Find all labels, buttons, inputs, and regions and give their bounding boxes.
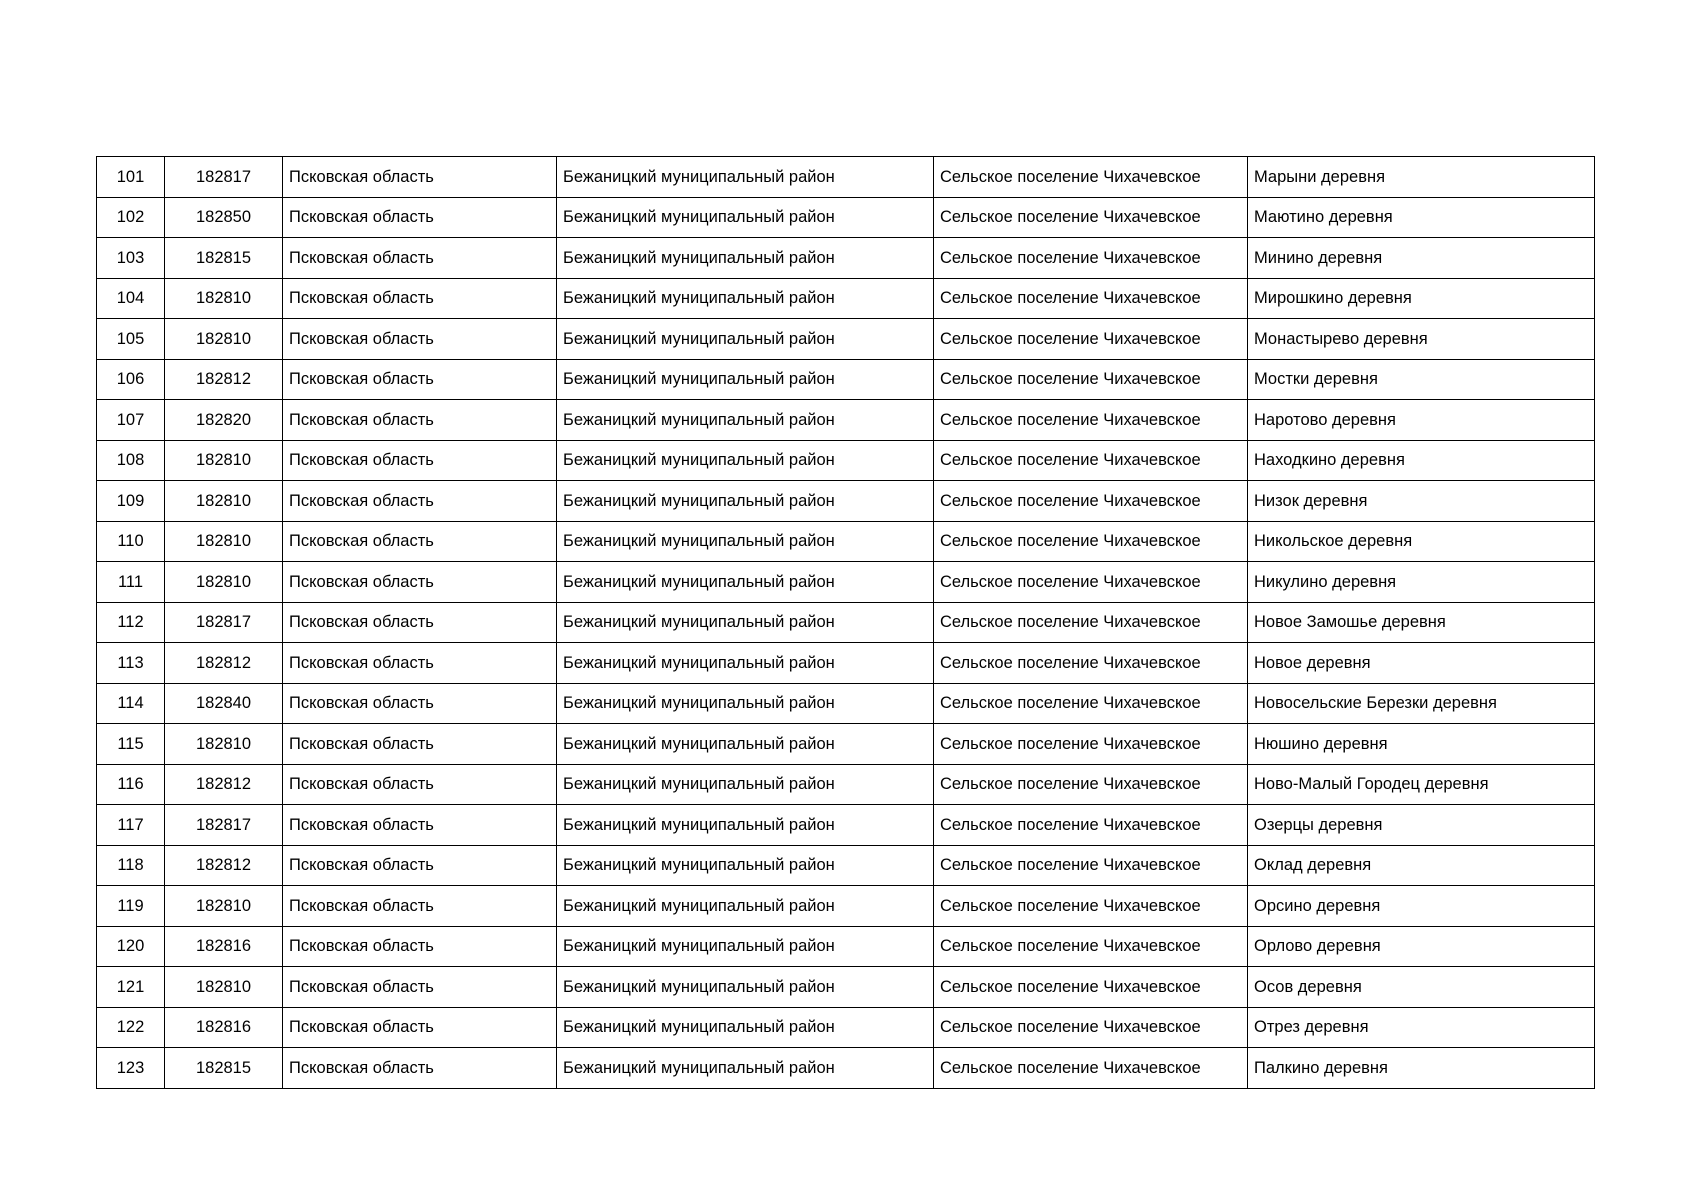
district-cell: Бежаницкий муниципальный район	[557, 602, 934, 643]
region-cell: Псковская область	[283, 845, 557, 886]
table-row	[97, 724, 1595, 765]
region-cell: Псковская область	[283, 967, 557, 1008]
locality-cell: Ново-Малый Городец деревня	[1248, 764, 1595, 805]
settlement-cell: Сельское поселение Чихачевское	[934, 967, 1248, 1008]
district-cell: Бежаницкий муниципальный район	[557, 521, 934, 562]
locality-cell: Монастырево деревня	[1248, 319, 1595, 360]
table-row	[97, 805, 1595, 846]
postal-index-cell: 182812	[165, 845, 283, 886]
settlement-cell: Сельское поселение Чихачевское	[934, 440, 1248, 481]
region-cell: Псковская область	[283, 926, 557, 967]
region-cell: Псковская область	[283, 562, 557, 603]
postal-index-cell: 182817	[165, 157, 283, 198]
table-row	[97, 845, 1595, 886]
locality-cell: Озерцы деревня	[1248, 805, 1595, 846]
locality-cell: Новое Замошье деревня	[1248, 602, 1595, 643]
settlement-cell: Сельское поселение Чихачевское	[934, 481, 1248, 522]
district-cell: Бежаницкий муниципальный район	[557, 359, 934, 400]
district-cell: Бежаницкий муниципальный район	[557, 562, 934, 603]
postal-index-cell: 182812	[165, 764, 283, 805]
postal-index-cell: 182810	[165, 562, 283, 603]
row-number-cell: 119	[97, 886, 165, 927]
row-number-cell: 109	[97, 481, 165, 522]
locality-cell: Минино деревня	[1248, 238, 1595, 279]
table-row	[97, 967, 1595, 1008]
row-number-cell: 104	[97, 278, 165, 319]
postal-index-cell: 182817	[165, 805, 283, 846]
region-cell: Псковская область	[283, 359, 557, 400]
table-row	[97, 278, 1595, 319]
row-number-cell: 114	[97, 683, 165, 724]
postal-index-cell: 182812	[165, 643, 283, 684]
settlement-cell: Сельское поселение Чихачевское	[934, 845, 1248, 886]
locality-cell: Оклад деревня	[1248, 845, 1595, 886]
settlement-cell: Сельское поселение Чихачевское	[934, 724, 1248, 765]
region-cell: Псковская область	[283, 602, 557, 643]
region-cell: Псковская область	[283, 683, 557, 724]
district-cell: Бежаницкий муниципальный район	[557, 643, 934, 684]
region-cell: Псковская область	[283, 521, 557, 562]
region-cell: Псковская область	[283, 1007, 557, 1048]
region-cell: Псковская область	[283, 643, 557, 684]
region-cell: Псковская область	[283, 764, 557, 805]
row-number-cell: 117	[97, 805, 165, 846]
district-cell: Бежаницкий муниципальный район	[557, 1007, 934, 1048]
table-row	[97, 602, 1595, 643]
postal-index-cell: 182815	[165, 1048, 283, 1089]
settlement-cell: Сельское поселение Чихачевское	[934, 926, 1248, 967]
locality-cell: Палкино деревня	[1248, 1048, 1595, 1089]
postal-index-cell: 182810	[165, 521, 283, 562]
locality-cell: Никулино деревня	[1248, 562, 1595, 603]
settlement-cell: Сельское поселение Чихачевское	[934, 521, 1248, 562]
postal-index-cell: 182810	[165, 440, 283, 481]
locality-cell: Новосельские Березки деревня	[1248, 683, 1595, 724]
row-number-cell: 102	[97, 197, 165, 238]
district-cell: Бежаницкий муниципальный район	[557, 319, 934, 360]
district-cell: Бежаницкий муниципальный район	[557, 926, 934, 967]
locality-cell: Орсино деревня	[1248, 886, 1595, 927]
locality-cell: Осов деревня	[1248, 967, 1595, 1008]
locality-cell: Низок деревня	[1248, 481, 1595, 522]
region-cell: Псковская область	[283, 319, 557, 360]
district-cell: Бежаницкий муниципальный район	[557, 481, 934, 522]
address-table	[96, 156, 1595, 1089]
locality-cell: Новое деревня	[1248, 643, 1595, 684]
table-body	[97, 157, 1595, 1089]
row-number-cell: 121	[97, 967, 165, 1008]
locality-cell: Маютино деревня	[1248, 197, 1595, 238]
district-cell: Бежаницкий муниципальный район	[557, 764, 934, 805]
district-cell: Бежаницкий муниципальный район	[557, 886, 934, 927]
locality-cell: Наротово деревня	[1248, 400, 1595, 441]
postal-index-cell: 182816	[165, 926, 283, 967]
settlement-cell: Сельское поселение Чихачевское	[934, 197, 1248, 238]
postal-index-cell: 182810	[165, 481, 283, 522]
row-number-cell: 101	[97, 157, 165, 198]
locality-cell: Орлово деревня	[1248, 926, 1595, 967]
row-number-cell: 123	[97, 1048, 165, 1089]
row-number-cell: 108	[97, 440, 165, 481]
region-cell: Псковская область	[283, 481, 557, 522]
postal-index-cell: 182810	[165, 886, 283, 927]
postal-index-cell: 182815	[165, 238, 283, 279]
district-cell: Бежаницкий муниципальный район	[557, 683, 934, 724]
settlement-cell: Сельское поселение Чихачевское	[934, 1048, 1248, 1089]
locality-cell: Нюшино деревня	[1248, 724, 1595, 765]
locality-cell: Отрез деревня	[1248, 1007, 1595, 1048]
postal-index-cell: 182820	[165, 400, 283, 441]
settlement-cell: Сельское поселение Чихачевское	[934, 683, 1248, 724]
settlement-cell: Сельское поселение Чихачевское	[934, 805, 1248, 846]
table-row	[97, 481, 1595, 522]
table-row	[97, 926, 1595, 967]
settlement-cell: Сельское поселение Чихачевское	[934, 886, 1248, 927]
postal-index-cell: 182810	[165, 319, 283, 360]
row-number-cell: 110	[97, 521, 165, 562]
table-row	[97, 197, 1595, 238]
locality-cell: Мирошкино деревня	[1248, 278, 1595, 319]
district-cell: Бежаницкий муниципальный район	[557, 440, 934, 481]
row-number-cell: 122	[97, 1007, 165, 1048]
row-number-cell: 105	[97, 319, 165, 360]
district-cell: Бежаницкий муниципальный район	[557, 400, 934, 441]
postal-index-cell: 182810	[165, 967, 283, 1008]
postal-index-cell: 182817	[165, 602, 283, 643]
row-number-cell: 112	[97, 602, 165, 643]
table-row	[97, 562, 1595, 603]
locality-cell: Марыни деревня	[1248, 157, 1595, 198]
district-cell: Бежаницкий муниципальный район	[557, 1048, 934, 1089]
region-cell: Псковская область	[283, 886, 557, 927]
district-cell: Бежаницкий муниципальный район	[557, 278, 934, 319]
table-row	[97, 440, 1595, 481]
postal-index-cell: 182810	[165, 278, 283, 319]
table-row	[97, 683, 1595, 724]
settlement-cell: Сельское поселение Чихачевское	[934, 238, 1248, 279]
table-row	[97, 643, 1595, 684]
settlement-cell: Сельское поселение Чихачевское	[934, 562, 1248, 603]
row-number-cell: 116	[97, 764, 165, 805]
table-row	[97, 886, 1595, 927]
district-cell: Бежаницкий муниципальный район	[557, 805, 934, 846]
postal-index-cell: 182816	[165, 1007, 283, 1048]
region-cell: Псковская область	[283, 278, 557, 319]
district-cell: Бежаницкий муниципальный район	[557, 157, 934, 198]
region-cell: Псковская область	[283, 724, 557, 765]
table-row	[97, 764, 1595, 805]
row-number-cell: 120	[97, 926, 165, 967]
postal-index-cell: 182840	[165, 683, 283, 724]
table-row	[97, 400, 1595, 441]
district-cell: Бежаницкий муниципальный район	[557, 238, 934, 279]
settlement-cell: Сельское поселение Чихачевское	[934, 400, 1248, 441]
region-cell: Псковская область	[283, 157, 557, 198]
table-row	[97, 157, 1595, 198]
row-number-cell: 113	[97, 643, 165, 684]
row-number-cell: 106	[97, 359, 165, 400]
district-cell: Бежаницкий муниципальный район	[557, 967, 934, 1008]
settlement-cell: Сельское поселение Чихачевское	[934, 602, 1248, 643]
region-cell: Псковская область	[283, 400, 557, 441]
row-number-cell: 107	[97, 400, 165, 441]
settlement-cell: Сельское поселение Чихачевское	[934, 643, 1248, 684]
locality-cell: Никольское деревня	[1248, 521, 1595, 562]
settlement-cell: Сельское поселение Чихачевское	[934, 319, 1248, 360]
row-number-cell: 103	[97, 238, 165, 279]
table-row	[97, 319, 1595, 360]
locality-cell: Находкино деревня	[1248, 440, 1595, 481]
region-cell: Псковская область	[283, 197, 557, 238]
postal-index-cell: 182850	[165, 197, 283, 238]
region-cell: Псковская область	[283, 238, 557, 279]
district-cell: Бежаницкий муниципальный район	[557, 197, 934, 238]
row-number-cell: 115	[97, 724, 165, 765]
locality-cell: Мостки деревня	[1248, 359, 1595, 400]
settlement-cell: Сельское поселение Чихачевское	[934, 278, 1248, 319]
settlement-cell: Сельское поселение Чихачевское	[934, 1007, 1248, 1048]
table-row	[97, 521, 1595, 562]
region-cell: Псковская область	[283, 440, 557, 481]
settlement-cell: Сельское поселение Чихачевское	[934, 764, 1248, 805]
row-number-cell: 111	[97, 562, 165, 603]
region-cell: Псковская область	[283, 805, 557, 846]
settlement-cell: Сельское поселение Чихачевское	[934, 359, 1248, 400]
table-row	[97, 1048, 1595, 1089]
row-number-cell: 118	[97, 845, 165, 886]
district-cell: Бежаницкий муниципальный район	[557, 724, 934, 765]
table-row	[97, 238, 1595, 279]
table-row	[97, 1007, 1595, 1048]
table-row	[97, 359, 1595, 400]
settlement-cell: Сельское поселение Чихачевское	[934, 157, 1248, 198]
postal-index-cell: 182810	[165, 724, 283, 765]
region-cell: Псковская область	[283, 1048, 557, 1089]
district-cell: Бежаницкий муниципальный район	[557, 845, 934, 886]
postal-index-cell: 182812	[165, 359, 283, 400]
